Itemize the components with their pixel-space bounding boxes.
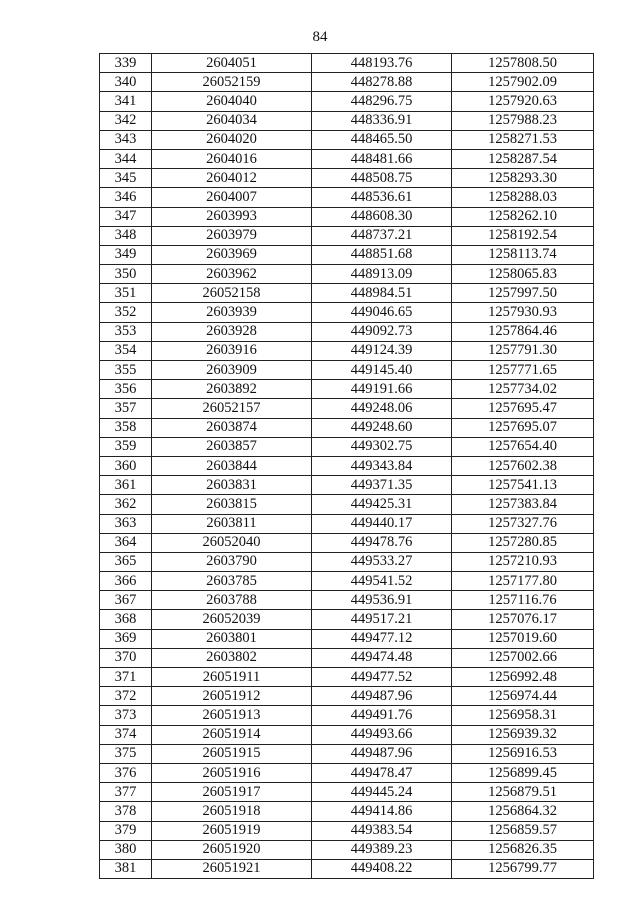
x-coordinate-cell: 448193.76 [312, 54, 452, 73]
table-row [100, 668, 594, 687]
x-coordinate-cell: 449389.23 [312, 840, 452, 859]
y-coordinate-cell: 1257864.46 [452, 322, 594, 341]
table-row [100, 169, 594, 188]
row-number-cell: 366 [100, 572, 152, 591]
y-coordinate-cell: 1256879.51 [452, 783, 594, 802]
row-number-cell: 362 [100, 495, 152, 514]
y-coordinate-cell: 1257210.93 [452, 552, 594, 571]
point-id-cell: 26052157 [152, 399, 312, 418]
x-coordinate-cell: 448737.21 [312, 226, 452, 245]
point-id-cell: 2603831 [152, 476, 312, 495]
y-coordinate-cell: 1257920.63 [452, 92, 594, 111]
x-coordinate-cell: 449248.06 [312, 399, 452, 418]
x-coordinate-cell: 449477.12 [312, 629, 452, 648]
x-coordinate-cell: 449445.24 [312, 783, 452, 802]
point-id-cell: 2603909 [152, 361, 312, 380]
x-coordinate-cell: 448984.51 [312, 284, 452, 303]
row-number-cell: 379 [100, 821, 152, 840]
table-row [100, 552, 594, 571]
x-coordinate-cell: 449478.47 [312, 763, 452, 782]
table-row [100, 763, 594, 782]
table-row [100, 226, 594, 245]
point-id-cell: 2603962 [152, 265, 312, 284]
y-coordinate-cell: 1257734.02 [452, 380, 594, 399]
table-row [100, 207, 594, 226]
row-number-cell: 365 [100, 552, 152, 571]
y-coordinate-cell: 1256826.35 [452, 840, 594, 859]
y-coordinate-cell: 1256899.45 [452, 763, 594, 782]
y-coordinate-cell: 1256916.53 [452, 744, 594, 763]
y-coordinate-cell: 1258113.74 [452, 245, 594, 264]
y-coordinate-cell: 1256859.57 [452, 821, 594, 840]
point-id-cell: 26051913 [152, 706, 312, 725]
x-coordinate-cell: 448296.75 [312, 92, 452, 111]
point-id-cell: 2604020 [152, 130, 312, 149]
x-coordinate-cell: 449302.75 [312, 437, 452, 456]
row-number-cell: 354 [100, 341, 152, 360]
y-coordinate-cell: 1257695.47 [452, 399, 594, 418]
table-row [100, 188, 594, 207]
row-number-cell: 381 [100, 859, 152, 878]
x-coordinate-cell: 449425.31 [312, 495, 452, 514]
point-id-cell: 2603857 [152, 437, 312, 456]
row-number-cell: 378 [100, 802, 152, 821]
y-coordinate-cell: 1257019.60 [452, 629, 594, 648]
y-coordinate-cell: 1257383.84 [452, 495, 594, 514]
y-coordinate-cell: 1258293.30 [452, 169, 594, 188]
row-number-cell: 340 [100, 73, 152, 92]
x-coordinate-cell: 449248.60 [312, 418, 452, 437]
x-coordinate-cell: 449493.66 [312, 725, 452, 744]
point-id-cell: 26051918 [152, 802, 312, 821]
point-id-cell: 2604016 [152, 149, 312, 168]
x-coordinate-cell: 449533.27 [312, 552, 452, 571]
row-number-cell: 349 [100, 245, 152, 264]
row-number-cell: 368 [100, 610, 152, 629]
y-coordinate-cell: 1256799.77 [452, 859, 594, 878]
point-id-cell: 2603801 [152, 629, 312, 648]
x-coordinate-cell: 449440.17 [312, 514, 452, 533]
row-number-cell: 343 [100, 130, 152, 149]
x-coordinate-cell: 448481.66 [312, 149, 452, 168]
x-coordinate-cell: 449124.39 [312, 341, 452, 360]
table-row [100, 687, 594, 706]
y-coordinate-cell: 1258271.53 [452, 130, 594, 149]
point-id-cell: 26051921 [152, 859, 312, 878]
point-id-cell: 26052158 [152, 284, 312, 303]
y-coordinate-cell: 1257116.76 [452, 591, 594, 610]
table-row [100, 322, 594, 341]
row-number-cell: 357 [100, 399, 152, 418]
table-row [100, 73, 594, 92]
table-row [100, 840, 594, 859]
point-id-cell: 26052159 [152, 73, 312, 92]
y-coordinate-cell: 1257771.65 [452, 361, 594, 380]
y-coordinate-cell: 1257808.50 [452, 54, 594, 73]
point-id-cell: 26051912 [152, 687, 312, 706]
row-number-cell: 375 [100, 744, 152, 763]
x-coordinate-cell: 449474.48 [312, 648, 452, 667]
coordinates-table-body [100, 54, 594, 879]
point-id-cell: 26051919 [152, 821, 312, 840]
point-id-cell: 2603979 [152, 226, 312, 245]
x-coordinate-cell: 448536.61 [312, 188, 452, 207]
x-coordinate-cell: 449046.65 [312, 303, 452, 322]
x-coordinate-cell: 449478.76 [312, 533, 452, 552]
y-coordinate-cell: 1258262.10 [452, 207, 594, 226]
y-coordinate-cell: 1258288.03 [452, 188, 594, 207]
row-number-cell: 376 [100, 763, 152, 782]
x-coordinate-cell: 449343.84 [312, 456, 452, 475]
y-coordinate-cell: 1256974.44 [452, 687, 594, 706]
row-number-cell: 377 [100, 783, 152, 802]
y-coordinate-cell: 1256864.32 [452, 802, 594, 821]
y-coordinate-cell: 1257541.13 [452, 476, 594, 495]
point-id-cell: 2603993 [152, 207, 312, 226]
point-id-cell: 26052040 [152, 533, 312, 552]
row-number-cell: 350 [100, 265, 152, 284]
row-number-cell: 370 [100, 648, 152, 667]
y-coordinate-cell: 1257002.66 [452, 648, 594, 667]
point-id-cell: 2603785 [152, 572, 312, 591]
table-row [100, 149, 594, 168]
table-row [100, 265, 594, 284]
point-id-cell: 2604007 [152, 188, 312, 207]
x-coordinate-cell: 449383.54 [312, 821, 452, 840]
point-id-cell: 26051917 [152, 783, 312, 802]
table-row [100, 821, 594, 840]
y-coordinate-cell: 1257177.80 [452, 572, 594, 591]
table-row [100, 859, 594, 878]
row-number-cell: 371 [100, 668, 152, 687]
table-row [100, 54, 594, 73]
row-number-cell: 380 [100, 840, 152, 859]
x-coordinate-cell: 449092.73 [312, 322, 452, 341]
x-coordinate-cell: 448913.09 [312, 265, 452, 284]
row-number-cell: 360 [100, 456, 152, 475]
table-row [100, 341, 594, 360]
table-row [100, 130, 594, 149]
row-number-cell: 373 [100, 706, 152, 725]
x-coordinate-cell: 449491.76 [312, 706, 452, 725]
table-row [100, 111, 594, 130]
table-row [100, 476, 594, 495]
point-id-cell: 26051915 [152, 744, 312, 763]
row-number-cell: 352 [100, 303, 152, 322]
coordinates-table [99, 53, 594, 879]
row-number-cell: 364 [100, 533, 152, 552]
x-coordinate-cell: 448851.68 [312, 245, 452, 264]
table-row [100, 495, 594, 514]
point-id-cell: 26051914 [152, 725, 312, 744]
row-number-cell: 344 [100, 149, 152, 168]
table-row [100, 706, 594, 725]
x-coordinate-cell: 448278.88 [312, 73, 452, 92]
point-id-cell: 2603892 [152, 380, 312, 399]
row-number-cell: 346 [100, 188, 152, 207]
y-coordinate-cell: 1257327.76 [452, 514, 594, 533]
x-coordinate-cell: 448336.91 [312, 111, 452, 130]
table-row [100, 418, 594, 437]
table-row [100, 437, 594, 456]
row-number-cell: 359 [100, 437, 152, 456]
y-coordinate-cell: 1257791.30 [452, 341, 594, 360]
row-number-cell: 363 [100, 514, 152, 533]
y-coordinate-cell: 1256958.31 [452, 706, 594, 725]
y-coordinate-cell: 1257930.93 [452, 303, 594, 322]
point-id-cell: 26051911 [152, 668, 312, 687]
row-number-cell: 342 [100, 111, 152, 130]
x-coordinate-cell: 449191.66 [312, 380, 452, 399]
table-row [100, 572, 594, 591]
y-coordinate-cell: 1256992.48 [452, 668, 594, 687]
x-coordinate-cell: 449487.96 [312, 744, 452, 763]
row-number-cell: 347 [100, 207, 152, 226]
x-coordinate-cell: 449477.52 [312, 668, 452, 687]
row-number-cell: 348 [100, 226, 152, 245]
x-coordinate-cell: 449408.22 [312, 859, 452, 878]
point-id-cell: 26051920 [152, 840, 312, 859]
y-coordinate-cell: 1257076.17 [452, 610, 594, 629]
row-number-cell: 351 [100, 284, 152, 303]
point-id-cell: 2603916 [152, 341, 312, 360]
point-id-cell: 2603802 [152, 648, 312, 667]
row-number-cell: 345 [100, 169, 152, 188]
x-coordinate-cell: 448465.50 [312, 130, 452, 149]
table-row [100, 629, 594, 648]
table-row [100, 456, 594, 475]
point-id-cell: 2604012 [152, 169, 312, 188]
y-coordinate-cell: 1257695.07 [452, 418, 594, 437]
page-number: 84 [312, 29, 328, 45]
table-row [100, 514, 594, 533]
table-row [100, 610, 594, 629]
point-id-cell: 2604034 [152, 111, 312, 130]
y-coordinate-cell: 1258287.54 [452, 149, 594, 168]
x-coordinate-cell: 449517.21 [312, 610, 452, 629]
point-id-cell: 2603874 [152, 418, 312, 437]
y-coordinate-cell: 1258065.83 [452, 265, 594, 284]
point-id-cell: 2603790 [152, 552, 312, 571]
y-coordinate-cell: 1257654.40 [452, 437, 594, 456]
table-row [100, 802, 594, 821]
y-coordinate-cell: 1257902.09 [452, 73, 594, 92]
point-id-cell: 2603969 [152, 245, 312, 264]
x-coordinate-cell: 448608.30 [312, 207, 452, 226]
point-id-cell: 2603844 [152, 456, 312, 475]
row-number-cell: 367 [100, 591, 152, 610]
y-coordinate-cell: 1257602.38 [452, 456, 594, 475]
row-number-cell: 355 [100, 361, 152, 380]
table-row [100, 361, 594, 380]
row-number-cell: 358 [100, 418, 152, 437]
point-id-cell: 2603928 [152, 322, 312, 341]
row-number-cell: 356 [100, 380, 152, 399]
y-coordinate-cell: 1257280.85 [452, 533, 594, 552]
table-row [100, 783, 594, 802]
x-coordinate-cell: 449541.52 [312, 572, 452, 591]
table-row [100, 284, 594, 303]
table-row [100, 591, 594, 610]
table-row [100, 92, 594, 111]
table-row [100, 399, 594, 418]
table-row [100, 380, 594, 399]
table-row [100, 744, 594, 763]
table-row [100, 533, 594, 552]
row-number-cell: 369 [100, 629, 152, 648]
row-number-cell: 341 [100, 92, 152, 111]
y-coordinate-cell: 1257997.50 [452, 284, 594, 303]
point-id-cell: 2604051 [152, 54, 312, 73]
point-id-cell: 2603788 [152, 591, 312, 610]
point-id-cell: 2603939 [152, 303, 312, 322]
x-coordinate-cell: 449487.96 [312, 687, 452, 706]
x-coordinate-cell: 448508.75 [312, 169, 452, 188]
row-number-cell: 353 [100, 322, 152, 341]
table-row [100, 303, 594, 322]
y-coordinate-cell: 1258192.54 [452, 226, 594, 245]
point-id-cell: 2603815 [152, 495, 312, 514]
point-id-cell: 2604040 [152, 92, 312, 111]
row-number-cell: 339 [100, 54, 152, 73]
x-coordinate-cell: 449414.86 [312, 802, 452, 821]
row-number-cell: 361 [100, 476, 152, 495]
y-coordinate-cell: 1257988.23 [452, 111, 594, 130]
row-number-cell: 374 [100, 725, 152, 744]
x-coordinate-cell: 449536.91 [312, 591, 452, 610]
point-id-cell: 26051916 [152, 763, 312, 782]
point-id-cell: 2603811 [152, 514, 312, 533]
table-row [100, 648, 594, 667]
x-coordinate-cell: 449371.35 [312, 476, 452, 495]
x-coordinate-cell: 449145.40 [312, 361, 452, 380]
table-row [100, 245, 594, 264]
y-coordinate-cell: 1256939.32 [452, 725, 594, 744]
row-number-cell: 372 [100, 687, 152, 706]
point-id-cell: 26052039 [152, 610, 312, 629]
table-row [100, 725, 594, 744]
